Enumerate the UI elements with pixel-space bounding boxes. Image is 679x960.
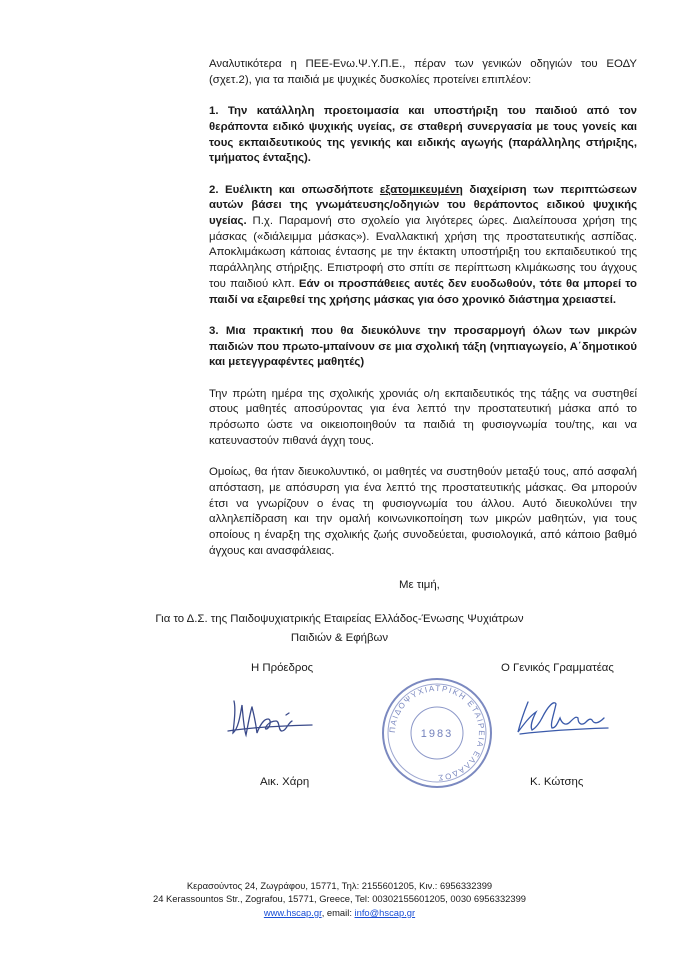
president-signature	[226, 695, 316, 745]
secretary-name: Κ. Κώτσης	[530, 776, 584, 788]
email-link[interactable]: info@hscap.gr	[354, 906, 416, 918]
paragraph-students: Ομοίως, θα ήταν διευκολυντικό, οι μαθητές να συστηθούν μεταξύ τους, από ασφαλή απόσταση, με απόσυρση για ένα λεπτό της προστατευτικής μάσκας. Θα μπορούν έτσι να γνωρίζουν ο ένας τη φυσιογνωμία του άλλου. Αυτό διευκολύνει την αλληλεπίδραση και την ομαλή κοινωνικοποίηση των μικρών μαθητών, για τους οποίους η έναρξη της σχολικής ζωής συνοδεύεται, φυσιολογικά, από κάποιο βαθμό άγχους και ανασφάλειας.	[209, 466, 637, 557]
president-name: Αικ. Χάρη	[260, 776, 310, 788]
item-2	[209, 183, 637, 309]
behalf-line-2: Παιδιών & Εφήβων	[290, 632, 389, 644]
item-2-plain: Π.χ. Παραμονή στο σχολείο για λιγότερες ώρες. Διαλείπουσα χρήση της μάσκας («διάλειμμα μάσκας»). Εναλλακτική χρήση της προστατευτικής ασπίδας. Αποκλιμάκωση κάποιας έντασης με την έκτακτη υποστήριξη του εκπαιδευτικού της παράλληλης στήριξης. Επιστροφή στο σπίτι σε περίπτωση κλιμάκωσης του άγχους του παιδιού κλπ.	[209, 215, 637, 290]
item-2-bold: διαχείριση των περιπτώσεων αυτών βάσει της γνωμάτευσης/οδηγιών του θεράποντος ειδικού ψυχικής υγείας.	[209, 183, 637, 227]
closing: Με τιμή,	[399, 579, 440, 591]
letter-body	[209, 57, 637, 559]
secretary-title: Ο Γενικός Γραμματέας	[501, 662, 614, 674]
item-2-underlined: εξατομικευμένη	[379, 183, 463, 196]
item-2-bold-end: Εάν οι προσπάθειες αυτές δεν ευοδωθούν, τότε θα μπορεί το παιδί να εξαιρεθεί της χρήσης μάσκας για όσο χρονικό διάστημα χρειαστεί.	[209, 277, 637, 306]
item-1: 1. Την κατάλληλη προετοιμασία και υποστήριξη του παιδιού από τον θεράποντα ειδικό ψυχικής υγείας, σε σταθερή συνεργασία με τους γονείς και τους εκπαιδευτικούς της γενικής και ειδικής αγωγής (παράλληλης στήριξης, τμήματος ένταξης).	[209, 105, 637, 165]
stamp-year: 1983	[420, 728, 454, 740]
website-link[interactable]: www.hscap.gr	[263, 906, 322, 918]
footer	[0, 879, 679, 919]
official-stamp	[379, 675, 495, 791]
stamp-text: ΠΑΙΔΟΨΥΧΙΑΤΡΙΚΗ ΕΤΑΙΡΕΙΑ ΕΛΛΑΔΟΣ	[387, 683, 487, 783]
item-2-lead: 2. Ευέλικτη και οπωσδήποτε	[209, 183, 380, 196]
footer-contacts	[0, 906, 679, 919]
behalf-line-1: Για το Δ.Σ. της Παιδοψυχιατρικής Εταιρείας Ελλάδος-Ένωσης Ψυχιάτρων	[155, 613, 524, 625]
footer-address-greek: Κερασούντος 24, Ζωγράφου, 15771, Τηλ: 2155601205, Κιν.: 6956332399	[186, 880, 493, 891]
paragraph-first-day: Την πρώτη ημέρα της σχολικής χρονιάς ο/η εκπαιδευτικός της τάξης να συστηθεί στους μαθητές αποσύροντας για ένα λεπτό την προστατευτική μάσκα από το πρόσωπο ώστε να οικειοποιηθούν τα παιδιά τη φυσιογνωμία του/της, και να κατευναστούν πιθανά άγχη τους.	[209, 387, 637, 447]
intro-paragraph: Αναλυτικότερα η ΠΕΕ-Ενω.Ψ.Υ.Π.Ε., πέραν των γενικών οδηγιών του ΕΟΔΥ (σχετ.2), για τα παιδιά με ψυχικές δυσκολίες προτείνει επιπλέον:	[209, 58, 637, 86]
secretary-signature	[514, 694, 614, 744]
item-3: 3. Μια πρακτική που θα διευκόλυνε την προσαρμογή όλων των μικρών παιδιών που πρωτο-μπαίνουν σε μια σχολική τάξη (νηπιαγωγείο, Α΄δημοτικού και μετεγγραφέντες μαθητές)	[209, 324, 637, 369]
president-title: Η Πρόεδρος	[251, 662, 314, 674]
footer-address-english: 24 Kerassountos Str., Zografou, 15771, Greece, Tel: 00302155601205, 0030 6956332399	[152, 893, 527, 905]
email-label: , email:	[321, 906, 355, 918]
